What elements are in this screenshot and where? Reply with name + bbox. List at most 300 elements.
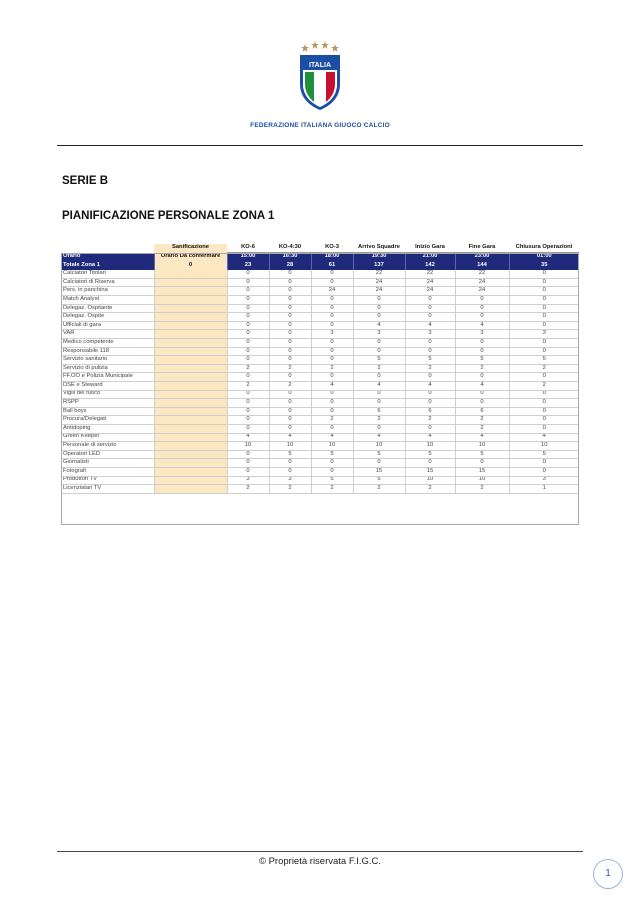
count-cell: 0	[227, 347, 269, 356]
count-cell: 2	[311, 485, 353, 494]
count-cell: 2	[405, 416, 455, 425]
count-cell: 0	[509, 296, 579, 305]
count-cell: 0	[269, 287, 311, 296]
count-cell: 0	[311, 373, 353, 382]
count-cell: 0	[269, 339, 311, 348]
count-cell: 10	[455, 476, 509, 485]
count-cell: 0	[227, 304, 269, 313]
count-cell: 4	[405, 382, 455, 391]
count-cell	[154, 304, 227, 313]
count-cell: 0	[269, 416, 311, 425]
count-cell: 2	[509, 364, 579, 373]
count-cell: 1	[509, 485, 579, 494]
count-cell	[154, 347, 227, 356]
count-cell: 2	[269, 364, 311, 373]
role-label: Pers. in panchina	[61, 287, 154, 296]
role-label: Calciatori di Riserva	[61, 278, 154, 287]
count-cell	[154, 296, 227, 305]
count-cell	[154, 467, 227, 476]
count-cell: 0	[405, 459, 455, 468]
table-row	[61, 330, 579, 339]
column-header: Fine Gara	[455, 244, 509, 253]
count-cell: 0	[227, 321, 269, 330]
count-cell: 0	[311, 278, 353, 287]
count-cell: 0	[405, 424, 455, 433]
federation-name: FEDERAZIONE ITALIANA GIUOCO CALCIO	[250, 122, 390, 129]
count-cell	[154, 382, 227, 391]
count-cell: 2	[227, 485, 269, 494]
count-cell: 0	[311, 270, 353, 279]
count-cell: 6	[353, 407, 405, 416]
count-cell: 10	[405, 442, 455, 451]
total-cell: 23	[227, 261, 269, 270]
count-cell: 0	[227, 330, 269, 339]
count-cell: 0	[509, 390, 579, 399]
table-row	[61, 407, 579, 416]
count-cell: 5	[353, 476, 405, 485]
staff-planning-table	[61, 244, 579, 494]
count-cell: 0	[311, 321, 353, 330]
count-cell	[154, 407, 227, 416]
count-cell: 0	[455, 399, 509, 408]
count-cell: 0	[509, 321, 579, 330]
count-cell: 0	[269, 330, 311, 339]
count-cell	[154, 278, 227, 287]
count-cell: 4	[269, 433, 311, 442]
count-cell: 0	[353, 390, 405, 399]
count-cell: 0	[405, 339, 455, 348]
count-cell	[154, 459, 227, 468]
table-row	[61, 364, 579, 373]
time-cell: Orario Da confermare	[154, 253, 227, 262]
count-cell: 0	[405, 304, 455, 313]
count-cell: 10	[353, 442, 405, 451]
count-cell	[154, 476, 227, 485]
count-cell: 0	[269, 390, 311, 399]
count-cell: 0	[227, 450, 269, 459]
count-cell: 0	[405, 399, 455, 408]
count-cell: 3	[405, 330, 455, 339]
table-row	[61, 442, 579, 451]
count-cell: 0	[227, 356, 269, 365]
count-cell	[154, 313, 227, 322]
count-cell: 2	[311, 416, 353, 425]
role-label: Calciatori Titolari	[61, 270, 154, 279]
count-cell: 22	[353, 270, 405, 279]
time-cell: 21:00	[405, 253, 455, 262]
count-cell: 3	[455, 330, 509, 339]
count-cell: 0	[353, 424, 405, 433]
count-cell: 5	[353, 356, 405, 365]
count-cell: 0	[405, 390, 455, 399]
count-cell: 0	[455, 313, 509, 322]
count-cell: 22	[455, 270, 509, 279]
count-cell	[154, 364, 227, 373]
count-cell: 5	[455, 450, 509, 459]
count-cell: 0	[311, 304, 353, 313]
count-cell	[154, 424, 227, 433]
page-number-badge: 1	[593, 859, 623, 889]
total-cell: 35	[509, 261, 579, 270]
count-cell: 0	[269, 399, 311, 408]
count-cell: 0	[353, 304, 405, 313]
count-cell: 0	[353, 313, 405, 322]
count-cell: 5	[405, 450, 455, 459]
role-label: Procura/Delegati	[61, 416, 154, 425]
count-cell: 0	[353, 347, 405, 356]
role-label: Vigili del fuoco	[61, 390, 154, 399]
table-row	[61, 433, 579, 442]
count-cell: 0	[405, 313, 455, 322]
time-cell: 01:00	[509, 253, 579, 262]
count-cell: 0	[509, 467, 579, 476]
total-cell: 137	[353, 261, 405, 270]
count-cell: 0	[509, 287, 579, 296]
table-row	[61, 313, 579, 322]
role-label: Personale di servizio	[61, 442, 154, 451]
count-cell: 0	[227, 424, 269, 433]
table-header-row	[61, 244, 579, 253]
table-row	[61, 450, 579, 459]
count-cell: 0	[311, 399, 353, 408]
count-cell: 5	[353, 450, 405, 459]
count-cell: 0	[455, 296, 509, 305]
count-cell: 0	[455, 390, 509, 399]
count-cell: 0	[353, 339, 405, 348]
role-label: Produttori TV	[61, 476, 154, 485]
total-cell: 142	[405, 261, 455, 270]
count-cell: 2	[353, 364, 405, 373]
count-cell: 15	[405, 467, 455, 476]
count-cell: 2	[405, 485, 455, 494]
count-cell: 0	[405, 347, 455, 356]
total-cell: 28	[269, 261, 311, 270]
count-cell: 0	[227, 399, 269, 408]
count-cell	[154, 442, 227, 451]
role-label: Ufficiali di gara	[61, 321, 154, 330]
count-cell: 4	[353, 433, 405, 442]
count-cell: 10	[269, 442, 311, 451]
count-cell: 0	[269, 278, 311, 287]
table-row	[61, 373, 579, 382]
count-cell: 0	[269, 407, 311, 416]
count-cell	[154, 373, 227, 382]
count-cell: 2	[455, 424, 509, 433]
figc-crest-logo	[296, 38, 344, 112]
table-row	[61, 278, 579, 287]
count-cell	[154, 287, 227, 296]
count-cell: 0	[455, 347, 509, 356]
count-cell: 15	[353, 467, 405, 476]
table-corner-cell	[61, 244, 154, 253]
role-label: Antidoping	[61, 424, 154, 433]
count-cell: 0	[311, 339, 353, 348]
count-cell: 0	[227, 416, 269, 425]
time-cell: 23:00	[455, 253, 509, 262]
table-row	[61, 356, 579, 365]
count-cell: 24	[311, 287, 353, 296]
column-header: KO-3	[311, 244, 353, 253]
count-cell: 3	[227, 476, 269, 485]
count-cell: 4	[405, 321, 455, 330]
count-cell	[154, 433, 227, 442]
count-cell: 0	[269, 459, 311, 468]
count-cell: 0	[455, 304, 509, 313]
count-cell: 0	[353, 296, 405, 305]
count-cell: 10	[405, 476, 455, 485]
count-cell: 0	[311, 467, 353, 476]
time-cell: 16:30	[269, 253, 311, 262]
count-cell: 5	[311, 450, 353, 459]
count-cell: 4	[227, 433, 269, 442]
count-cell: 0	[269, 373, 311, 382]
count-cell	[154, 485, 227, 494]
column-header: Sanificazione	[154, 244, 227, 253]
count-cell: 0	[455, 373, 509, 382]
count-cell: 2	[269, 382, 311, 391]
count-cell: 3	[269, 476, 311, 485]
count-cell	[154, 416, 227, 425]
logo-text: ITALIA	[308, 62, 332, 69]
count-cell: 5	[455, 356, 509, 365]
count-cell: 0	[311, 407, 353, 416]
role-label: DSE e Steward	[61, 382, 154, 391]
time-cell: 15:00	[227, 253, 269, 262]
table-row	[61, 382, 579, 391]
count-cell: 0	[509, 278, 579, 287]
count-cell: 0	[509, 313, 579, 322]
count-cell: 24	[405, 287, 455, 296]
count-cell: 2	[227, 382, 269, 391]
plan-title: PIANIFICAZIONE PERSONALE ZONA 1	[62, 210, 275, 222]
count-cell: 4	[405, 433, 455, 442]
role-label: RSPP	[61, 399, 154, 408]
count-cell: 10	[455, 442, 509, 451]
count-cell: 5	[405, 356, 455, 365]
role-label: VAR	[61, 330, 154, 339]
count-cell: 3	[353, 330, 405, 339]
table-row	[61, 476, 579, 485]
count-cell: 0	[455, 459, 509, 468]
count-cell: 24	[455, 278, 509, 287]
role-label: Green Keeper	[61, 433, 154, 442]
count-cell: 0	[269, 356, 311, 365]
count-cell: 0	[311, 296, 353, 305]
count-cell: 0	[227, 278, 269, 287]
role-label: Servizio di pulizia	[61, 364, 154, 373]
count-cell: 0	[269, 304, 311, 313]
table-row	[61, 485, 579, 494]
count-cell: 5	[509, 450, 579, 459]
count-cell: 0	[311, 459, 353, 468]
count-cell: 0	[227, 339, 269, 348]
role-label: Ball boys	[61, 407, 154, 416]
role-label: Medico competente	[61, 339, 154, 348]
count-cell: 0	[353, 399, 405, 408]
count-cell: 0	[269, 424, 311, 433]
count-cell: 0	[227, 390, 269, 399]
count-cell	[154, 390, 227, 399]
count-cell: 0	[509, 347, 579, 356]
count-cell: 0	[269, 313, 311, 322]
table-row	[61, 416, 579, 425]
role-label: Licenziatari TV	[61, 485, 154, 494]
count-cell: 24	[353, 278, 405, 287]
column-header: Chiusura Operazioni	[509, 244, 579, 253]
count-cell: 0	[509, 304, 579, 313]
table-row	[61, 304, 579, 313]
count-cell	[154, 321, 227, 330]
count-cell: 2	[269, 485, 311, 494]
count-cell: 0	[269, 321, 311, 330]
count-cell: 2	[227, 364, 269, 373]
column-header: Arrivo Squadre	[353, 244, 405, 253]
role-label: Fotografi	[61, 467, 154, 476]
count-cell: 0	[509, 339, 579, 348]
count-cell: 4	[311, 433, 353, 442]
count-cell: 10	[311, 442, 353, 451]
total-cell: 144	[455, 261, 509, 270]
count-cell: 0	[405, 373, 455, 382]
table-row	[61, 424, 579, 433]
count-cell: 0	[227, 373, 269, 382]
role-label: Servizio sanitario	[61, 356, 154, 365]
count-cell: 22	[405, 270, 455, 279]
count-cell: 0	[509, 416, 579, 425]
count-cell: 0	[311, 313, 353, 322]
role-label: Match Analyst	[61, 296, 154, 305]
table-row	[61, 321, 579, 330]
stars-icon	[301, 41, 339, 52]
count-cell	[154, 450, 227, 459]
count-cell: 6	[455, 407, 509, 416]
footer-copyright: © Proprietà riservata F.I.G.C.	[258, 856, 382, 867]
table-row	[61, 467, 579, 476]
count-cell: 0	[509, 407, 579, 416]
count-cell: 4	[455, 433, 509, 442]
total-cell: 0	[154, 261, 227, 270]
count-cell: 0	[509, 373, 579, 382]
count-cell: 0	[227, 287, 269, 296]
count-cell: 10	[227, 442, 269, 451]
total-cell: 61	[311, 261, 353, 270]
count-cell: 0	[227, 407, 269, 416]
time-cell: 18:00	[311, 253, 353, 262]
count-cell: 5	[509, 356, 579, 365]
column-header: Inizio Gara	[405, 244, 455, 253]
count-cell: 3	[311, 330, 353, 339]
role-label: Operatori LED	[61, 450, 154, 459]
count-cell: 2	[405, 364, 455, 373]
count-cell: 0	[227, 459, 269, 468]
count-cell: 0	[509, 270, 579, 279]
count-cell: 0	[353, 459, 405, 468]
column-header: KO-6	[227, 244, 269, 253]
count-cell: 0	[269, 296, 311, 305]
count-cell	[154, 270, 227, 279]
count-cell: 2	[353, 416, 405, 425]
count-cell: 0	[509, 424, 579, 433]
count-cell: 3	[509, 330, 579, 339]
count-cell: 5	[269, 450, 311, 459]
role-label: Giornalisti	[61, 459, 154, 468]
table-row	[61, 459, 579, 468]
count-cell: 0	[269, 270, 311, 279]
count-cell: 0	[311, 424, 353, 433]
count-cell: 5	[311, 476, 353, 485]
table-row	[61, 287, 579, 296]
count-cell: 0	[269, 467, 311, 476]
table-row	[61, 399, 579, 408]
count-cell	[154, 399, 227, 408]
count-cell: 0	[405, 296, 455, 305]
role-label: FF.OO e Polizia Municipale	[61, 373, 154, 382]
role-label: Delegaz. Ospitante	[61, 304, 154, 313]
count-cell: 24	[353, 287, 405, 296]
count-cell: 0	[227, 270, 269, 279]
role-label: Responsabile 118	[61, 347, 154, 356]
count-cell: 4	[509, 433, 579, 442]
count-cell: 4	[311, 382, 353, 391]
table-row	[61, 270, 579, 279]
count-cell: 0	[227, 296, 269, 305]
count-cell: 0	[353, 373, 405, 382]
count-cell: 2	[455, 485, 509, 494]
count-cell: 10	[509, 442, 579, 451]
count-cell	[154, 356, 227, 365]
count-cell: 2	[353, 485, 405, 494]
row-label: Totale Zona 1	[61, 261, 154, 270]
count-cell: 15	[455, 467, 509, 476]
count-cell: 0	[227, 467, 269, 476]
count-cell: 0	[311, 390, 353, 399]
section-title: SERIE B	[62, 175, 109, 187]
count-cell	[154, 330, 227, 339]
count-cell: 0	[455, 339, 509, 348]
count-cell: 4	[353, 321, 405, 330]
count-cell: 2	[311, 364, 353, 373]
count-cell	[154, 339, 227, 348]
header-divider	[57, 145, 583, 146]
count-cell: 24	[405, 278, 455, 287]
count-cell: 2	[455, 364, 509, 373]
count-cell: 3	[509, 476, 579, 485]
count-cell: 6	[405, 407, 455, 416]
count-cell: 0	[269, 347, 311, 356]
time-cell: 19:30	[353, 253, 405, 262]
footer-divider	[57, 851, 583, 852]
table-row	[61, 296, 579, 305]
schedule-time-row	[61, 253, 579, 262]
count-cell: 4	[455, 321, 509, 330]
count-cell: 0	[227, 313, 269, 322]
count-cell: 24	[455, 287, 509, 296]
count-cell: 2	[509, 382, 579, 391]
count-cell: 4	[455, 382, 509, 391]
count-cell: 4	[353, 382, 405, 391]
role-label: Delegaz. Ospite	[61, 313, 154, 322]
column-header: KO-4:30	[269, 244, 311, 253]
count-cell: 2	[455, 416, 509, 425]
table-row	[61, 339, 579, 348]
count-cell: 0	[509, 399, 579, 408]
count-cell: 0	[311, 347, 353, 356]
count-cell: 0	[509, 459, 579, 468]
table-row	[61, 390, 579, 399]
count-cell: 0	[311, 356, 353, 365]
table-row	[61, 347, 579, 356]
row-label: Orario	[61, 253, 154, 262]
